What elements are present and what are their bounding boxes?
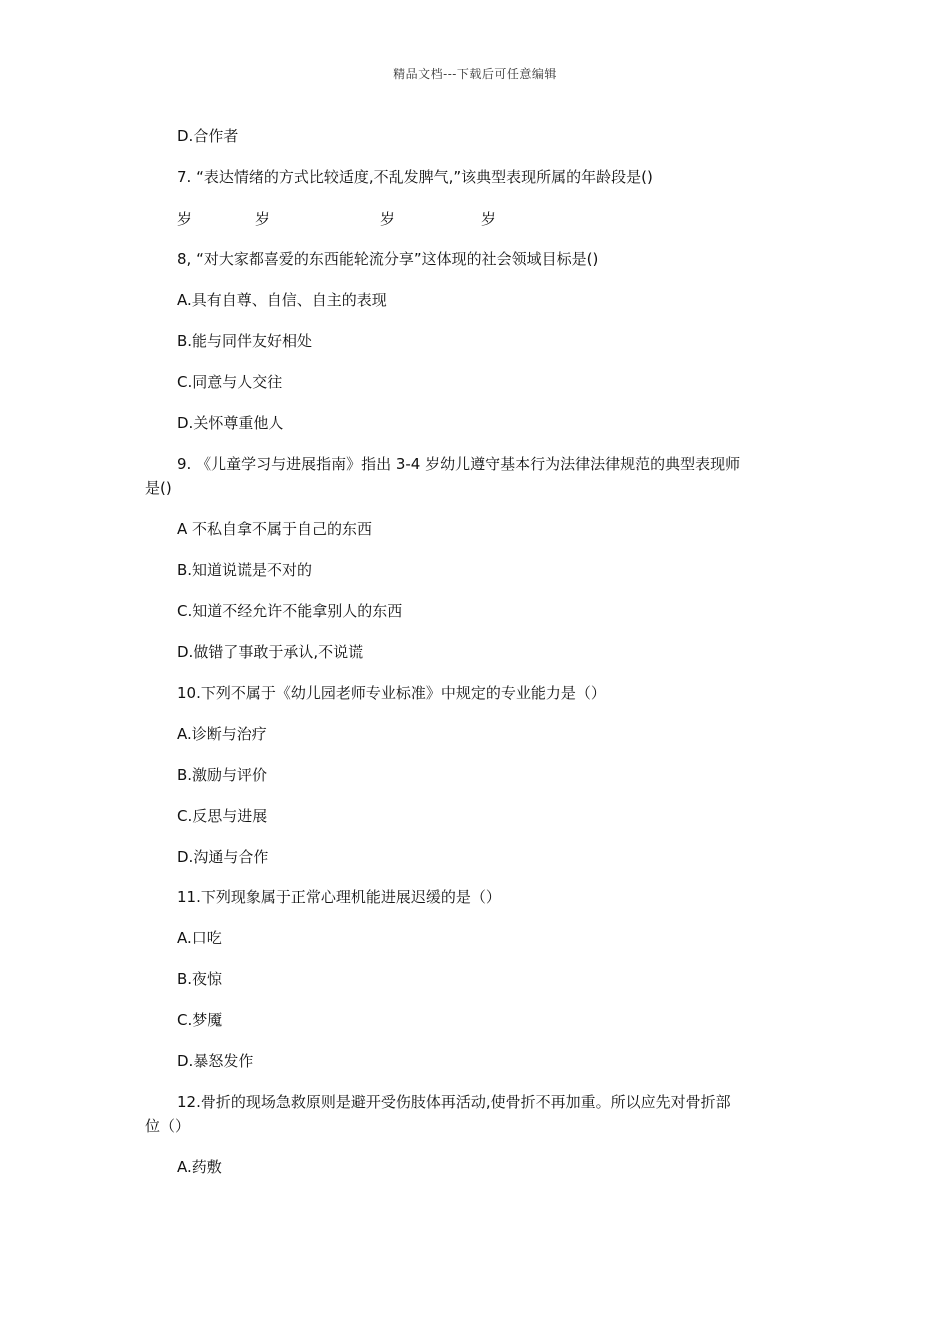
question-8-option-d: D.关怀尊重他人 <box>177 414 284 432</box>
age-option-4: 岁 <box>481 210 497 228</box>
question-11: 11.下列现象属于正常心理机能进展迟缓的是（） <box>177 888 501 906</box>
question-10: 10.下列不属于《幼儿园老师专业标准》中规定的专业能力是（） <box>177 684 606 702</box>
question-9-line-1: 9. 《儿童学习与进展指南》指出 3-4 岁幼儿遵守基本行为法律法律规范的典型表现师 <box>177 455 741 473</box>
question-8-option-c: C.同意与人交往 <box>177 373 283 391</box>
question-11-option-a: A.口吃 <box>177 929 222 947</box>
option-d-hezuozhe: D.合作者 <box>177 127 239 145</box>
question-7: 7. “表达情绪的方式比较适度,不乱发脾气,”该典型表现所属的年龄段是() <box>177 168 653 186</box>
question-9-option-d: D.做错了事敢于承认,不说谎 <box>177 643 364 661</box>
age-option-2: 岁 <box>255 210 271 228</box>
question-9-option-b: B.知道说谎是不对的 <box>177 561 313 579</box>
question-10-option-a: A.诊断与治疗 <box>177 725 267 743</box>
question-10-option-d: D.沟通与合作 <box>177 848 269 866</box>
question-12-line-2: 位（） <box>145 1117 191 1135</box>
question-9-line-2: 是() <box>145 479 172 497</box>
question-11-option-d: D.暴怒发作 <box>177 1052 254 1070</box>
question-11-option-b: B.夜惊 <box>177 970 223 988</box>
question-8: 8, “对大家都喜爱的东西能轮流分享”这体现的社会领域目标是() <box>177 250 599 268</box>
question-8-option-b: B.能与同伴友好相处 <box>177 332 313 350</box>
question-10-option-b: B.激励与评价 <box>177 766 268 784</box>
question-12-line-1: 12.骨折的现场急救原则是避开受伤肢体再活动,使骨折不再加重。所以应先对骨折部 <box>177 1093 731 1111</box>
question-12-option-a: A.药敷 <box>177 1158 222 1176</box>
page-header: 精品文档---下载后可任意编辑 <box>393 67 557 81</box>
question-7-age-options <box>177 208 677 230</box>
question-10-option-c: C.反思与进展 <box>177 807 268 825</box>
question-8-option-a: A.具有自尊、自信、自主的表现 <box>177 291 387 309</box>
age-option-3: 岁 <box>380 210 396 228</box>
question-11-option-c: C.梦魇 <box>177 1011 223 1029</box>
question-9-option-a: A 不私自拿不属于自己的东西 <box>177 520 373 538</box>
age-option-1: 岁 <box>177 210 193 228</box>
question-9-option-c: C.知道不经允许不能拿别人的东西 <box>177 602 403 620</box>
